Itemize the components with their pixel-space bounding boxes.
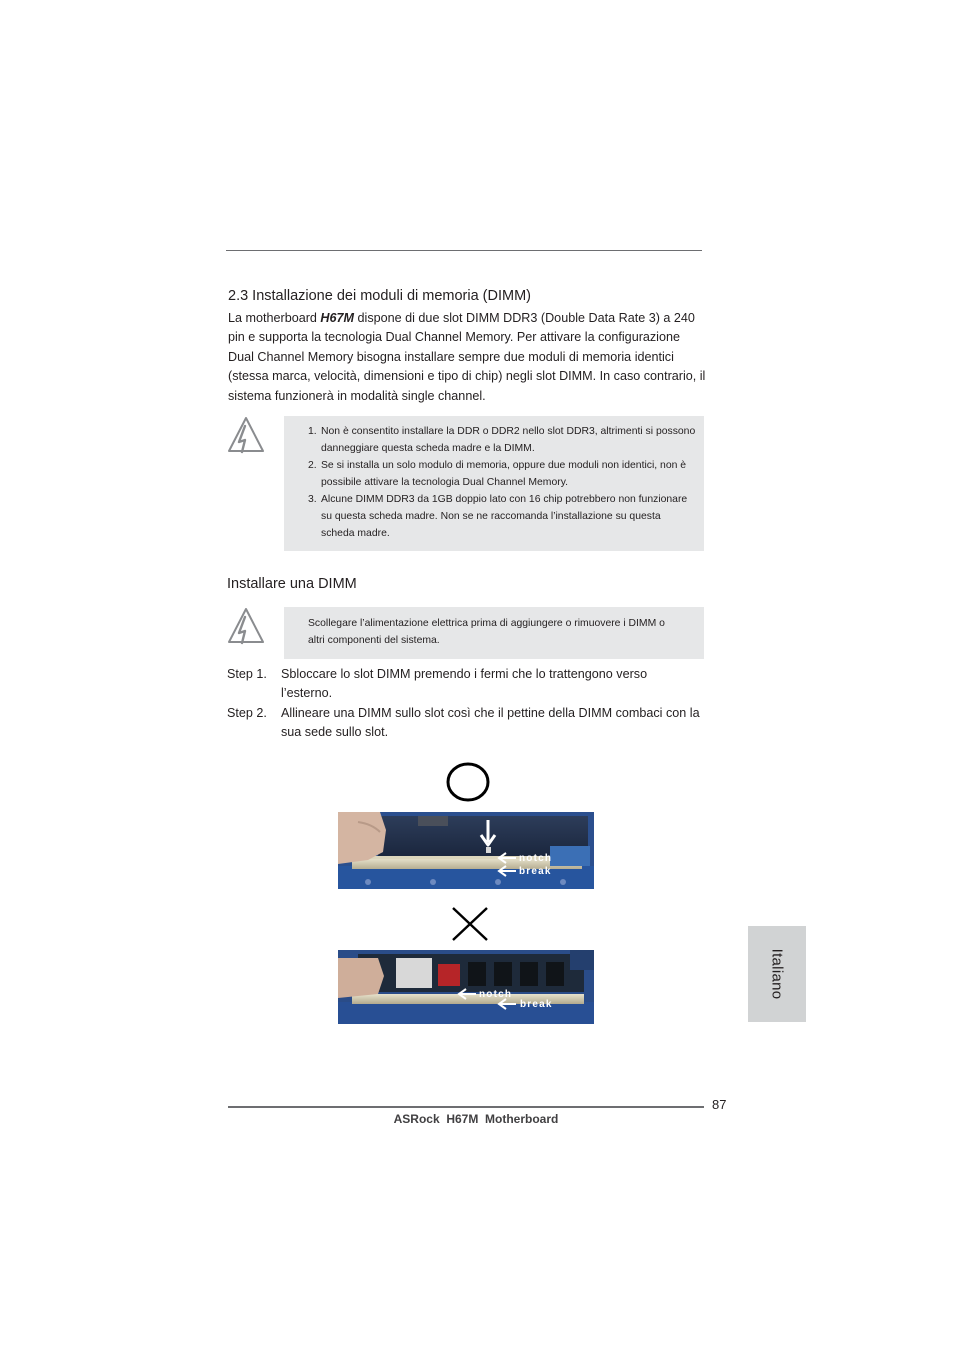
break-label: break	[519, 866, 552, 877]
notes-box	[284, 416, 704, 551]
dimm-correct-photo	[338, 812, 594, 889]
note-item: 3. Alcune DIMM DDR3 da 1GB doppio lato con 16 chip potrebbero non funzionare su questa scheda madre. Non se ne raccomanda l’installazione su questa scheda madre.	[308, 494, 688, 539]
wrong-x-icon	[450, 905, 490, 943]
install-title: Installare una DIMM	[227, 576, 357, 592]
dimm-wrong-photo	[338, 950, 594, 1024]
note-item: 1. Non è consentito installare la DDR o DDR2 nello slot DDR3, altrimenti si possono danneggiare questa scheda madre e la DIMM.	[308, 426, 696, 454]
notes-list	[308, 423, 696, 542]
step-1-label: Step 1.	[227, 667, 267, 681]
intro-before: La motherboard	[228, 311, 321, 325]
intro-after: dispone di due slot DIMM DDR3 (Double Data Rate 3) a 240 pin e supporta la tecnologia Dual Channel Memory. Per attivare la configurazione Dual Channel Memory bisogna installare sempre due moduli di memoria identici (stessa marca, velocità, dimensioni e tipo di chip) negli slot DIMM. In caso contrario, il sistema funzionerà in modalità single channel.	[228, 311, 706, 403]
correct-circle-icon	[444, 760, 492, 804]
section-title: 2.3 Installazione dei moduli di memoria (DIMM)	[228, 288, 531, 304]
caution-icon	[226, 414, 266, 456]
note-item: 2. Se si installa un solo modulo di memoria, oppure due moduli non identici, non è possibile attivare la tecnologia Dual Channel Memory.	[308, 460, 687, 488]
warning-box	[284, 607, 704, 659]
step-2-label: Step 2.	[227, 706, 267, 720]
break-label: break	[520, 999, 553, 1010]
warning-text: Scollegare l’alimentazione elettrica prima di aggiungere o rimuovere i DIMM o altri componenti del sistema.	[308, 618, 665, 646]
language-tab-label: Italiano	[768, 948, 786, 1000]
header-rule	[226, 250, 702, 251]
caution-icon	[226, 605, 266, 647]
step-1-text: Sbloccare lo slot DIMM premendo i fermi che lo trattengono verso l’esterno.	[281, 667, 648, 701]
footer-rule	[228, 1106, 704, 1108]
language-tab	[748, 926, 806, 1022]
page-number: 87	[712, 1097, 727, 1112]
notch-label: notch	[519, 853, 553, 864]
notch-label: notch	[479, 989, 513, 1000]
intro-model: H67M	[320, 311, 355, 325]
step-2-text: Allineare una DIMM sullo slot così che il pettine della DIMM combaci con la sua sede sullo slot.	[281, 706, 700, 740]
intro-paragraph	[228, 309, 708, 406]
footer-product: ASRock H67M Motherboard	[393, 1112, 559, 1126]
